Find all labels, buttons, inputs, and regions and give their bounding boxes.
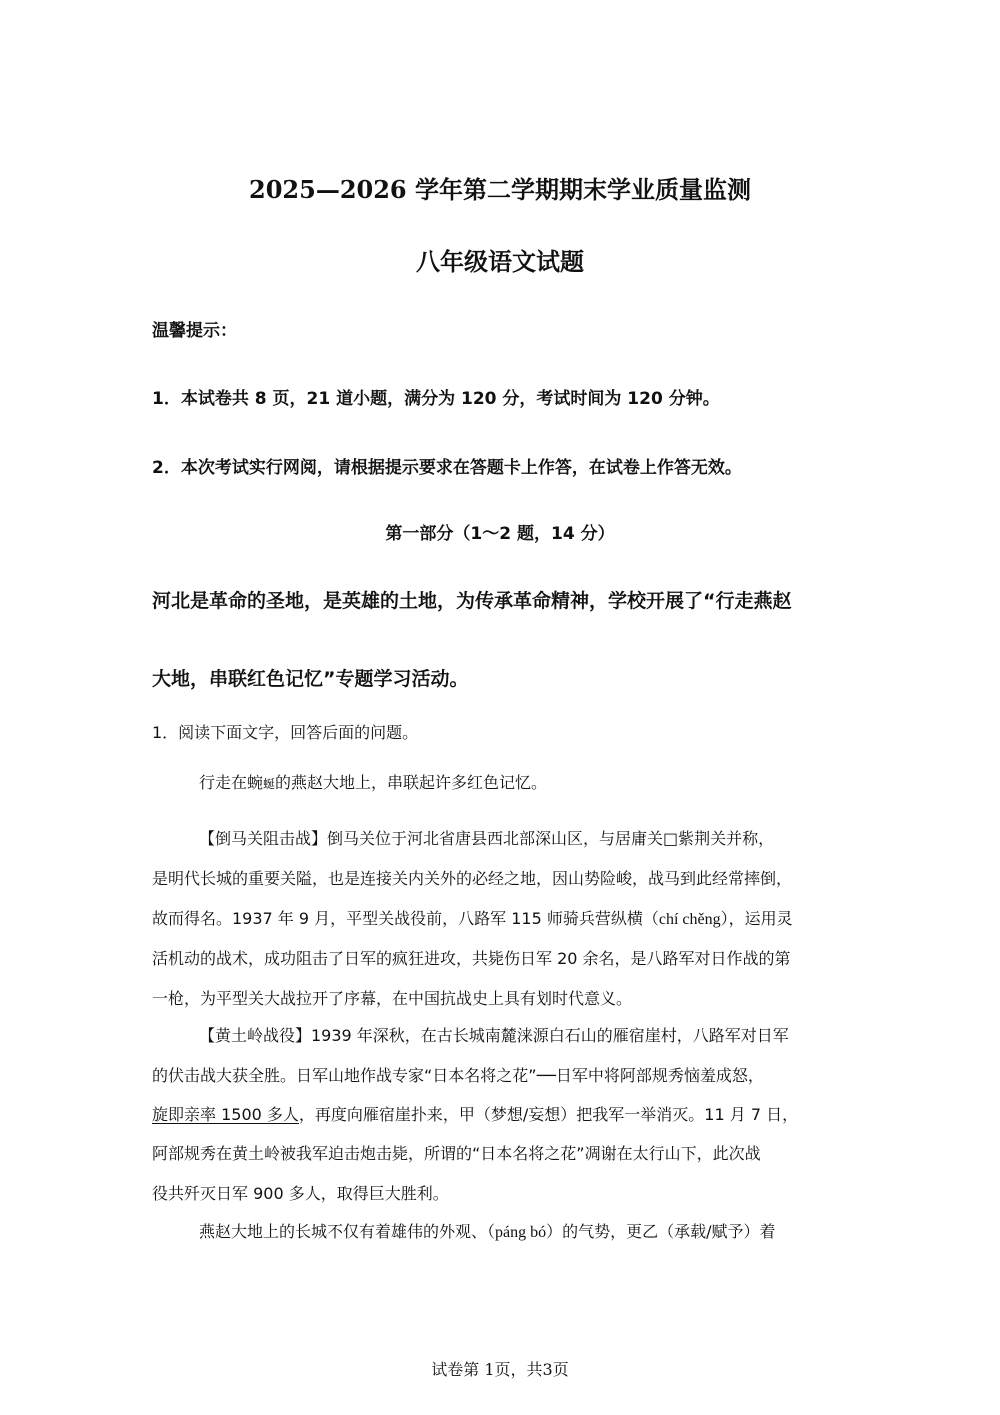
question-1-prompt: 1．阅读下面文字，回答后面的问题。: [152, 723, 419, 742]
emphasized-char: 蜒: [263, 777, 276, 791]
pinyin-blank-2: páng bó: [495, 1224, 547, 1241]
pinyin-blank: chí chěng: [658, 911, 721, 928]
p2-line-3-tail: ，再度向雁宿崖扑来，甲（梦想/妄想）把我军一举消灭。11 月 7 日，: [298, 1105, 799, 1124]
p3-text-b: ）的气势，更乙（承载/赋予）着: [546, 1222, 776, 1241]
p1-line-1: 【倒马关阻击战】倒马关位于河北省唐县西北部深山区，与居庸关□紫荆关并称，: [199, 829, 775, 848]
question-1-lead: [199, 770, 547, 793]
underlined-phrase: 旋即亲率 1500 多人: [152, 1105, 299, 1124]
p3-text-a: 燕赵大地上的长城不仅有着雄伟的外观、（: [199, 1222, 496, 1241]
p2-line-2: 的伏击战大获全胜。日军山地作战专家“日本名将之花”──日军中将阿部规秀恼羞成怒，: [152, 1066, 764, 1085]
p1-line-3-tail: ），运用灵: [720, 909, 793, 928]
p1-line-3-text: 故而得名。1937 年 9 月，平型关战役前，八路军 115 师骑兵营纵横（: [152, 909, 659, 928]
notice-item-1: 1．本试卷共 8 页，21 道小题，满分为 120 分，考试时间为 120 分钟。: [152, 389, 720, 409]
page-footer: 试卷第 1页，共3页: [431, 1360, 569, 1379]
notice-heading: 温馨提示：: [152, 321, 237, 341]
section-intro-line-1: 河北是革命的圣地，是英雄的土地，为传承革命精神，学校开展了“行走燕赵: [152, 590, 792, 612]
notice-item-2: 2．本次考试实行网阅，请根据提示要求在答题卡上作答，在试卷上作答无效。: [152, 458, 742, 478]
p1-line-5: 一枪，为平型关大战拉开了序幕，在中国抗战史上具有划时代意义。: [152, 989, 633, 1008]
lead-text-a: 行走在蜿: [199, 773, 264, 792]
p1-line-2: 是明代长城的重要关隘，也是连接关内关外的必经之地，因山势险峻，战马到此经常摔倒，: [152, 869, 793, 888]
p2-line-4: 阿部规秀在黄土岭被我军迫击炮击毙，所谓的“日本名将之花”凋谢在太行山下，此次战: [152, 1144, 761, 1163]
lead-text-c: 的燕赵大地上，串联起许多红色记忆。: [275, 773, 548, 792]
p1-line-4: 活机动的战术，成功阻击了日军的疯狂进攻，共毙伤日军 20 余名，是八路军对日作战的第: [152, 949, 791, 968]
section-title: 第一部分（1～2 题，14 分）: [385, 524, 615, 544]
p2-line-3: [152, 1102, 798, 1125]
p2-line-1: 【黄土岭战役】1939 年深秋，在古长城南麓涞源白石山的雁宿崖村，八路军对日军: [199, 1026, 789, 1045]
p2-line-5: 役共歼灭日军 900 多人，取得巨大胜利。: [152, 1184, 449, 1203]
p3-line-1: [199, 1219, 776, 1242]
p1-line-3: [152, 906, 793, 929]
exam-title: 2025—2026 学年第二学期期末学业质量监测: [249, 175, 751, 204]
exam-subtitle: 八年级语文试题: [416, 247, 584, 276]
section-intro-line-2: 大地，串联红色记忆”专题学习活动。: [152, 668, 469, 690]
